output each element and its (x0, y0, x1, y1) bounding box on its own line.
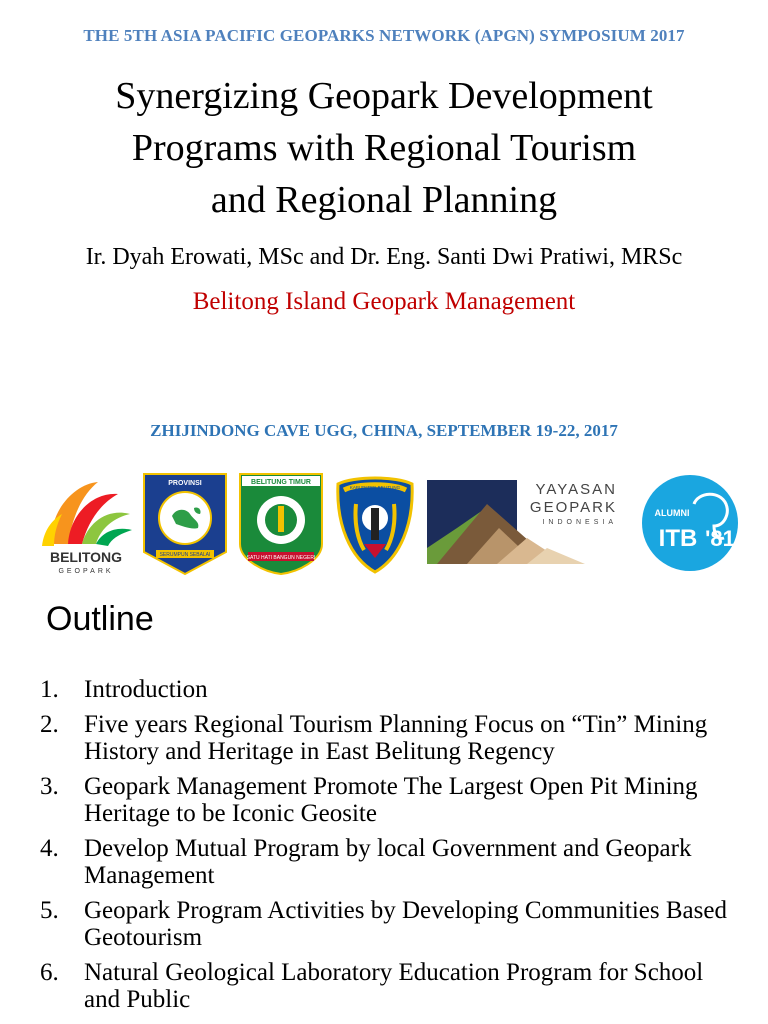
list-item (40, 676, 740, 703)
geopark-subtext: GEOPARK (58, 568, 114, 575)
beltim-top-text: BELITUNG TIMUR (251, 479, 311, 486)
item-number: 2. (40, 711, 59, 738)
provinsi-bangka-belitung-emblem (142, 472, 228, 576)
item-number: 4. (40, 835, 59, 862)
year-text: '81 (705, 526, 735, 551)
list-item (40, 959, 740, 1013)
authors: Ir. Dyah Erowati, MSc and Dr. Eng. Santi Dwi Pratiwi, MRSc (85, 244, 683, 270)
beltim-banner: SATU HATI BANGUN NEGERI (246, 555, 316, 561)
symposium-header: THE 5TH ASIA PACIFIC GEOPARKS NETWORK (APGN) SYMPOSIUM 2017 (83, 26, 685, 45)
item-number: 5. (40, 897, 59, 924)
alumni-itb-81-logo (638, 474, 742, 572)
provinsi-banner: SERUMPUN SEBALAI (159, 552, 211, 558)
item-number: 3. (40, 773, 59, 800)
item-number: 6. (40, 959, 59, 986)
item-text: Introduction (84, 676, 208, 703)
belitong-geopark-logo (38, 474, 134, 576)
alumni-text: ALUMNI (654, 508, 690, 518)
item-number: 1. (40, 676, 59, 703)
yayasan-text: YAYASAN (535, 481, 617, 498)
slide-title (0, 70, 768, 226)
list-item (40, 773, 740, 827)
outline-list (40, 676, 740, 1021)
list-item (40, 835, 740, 889)
item-text: Geopark Management Promote The Largest Open Pit Mining Heritage to be Iconic Geosite (84, 773, 698, 827)
venue-date: ZHIJINDONG CAVE UGG, CHINA, SEPTEMBER 19-22, 2017 (150, 421, 618, 440)
title-line-1: Synergizing Geopark Development (115, 75, 653, 117)
yayasan-geopark-indonesia-logo (427, 478, 629, 566)
title-line-2: Programs with Regional Tourism (131, 127, 637, 169)
list-item (40, 711, 740, 765)
title-line-3: and Regional Planning (210, 179, 558, 221)
indonesia-text: INDONESIA (542, 519, 617, 526)
provinsi-text: PROVINSI (168, 480, 202, 487)
itb-text: ITB (658, 525, 698, 552)
kabupaten-ring-text: KABUPATEN BELITUNG (349, 485, 401, 490)
item-text: Natural Geological Laboratory Education Program for School and Public (84, 959, 704, 1013)
organization: Belitong Island Geopark Management (192, 288, 576, 315)
item-text: Geopark Program Activities by Developing Communities Based Geotourism (84, 897, 727, 951)
item-text: Develop Mutual Program by local Government and Geopark Management (84, 835, 692, 889)
list-item (40, 897, 740, 951)
item-text: Five years Regional Tourism Planning Focus on “Tin” Mining History and Heritage in East Belitung Regency (84, 711, 708, 765)
geopark-text: GEOPARK (529, 499, 617, 516)
belitung-timur-emblem (238, 472, 324, 576)
belitong-text: BELITONG (49, 549, 123, 565)
outline-heading: Outline (46, 600, 154, 638)
kabupaten-belitung-emblem (334, 474, 416, 574)
